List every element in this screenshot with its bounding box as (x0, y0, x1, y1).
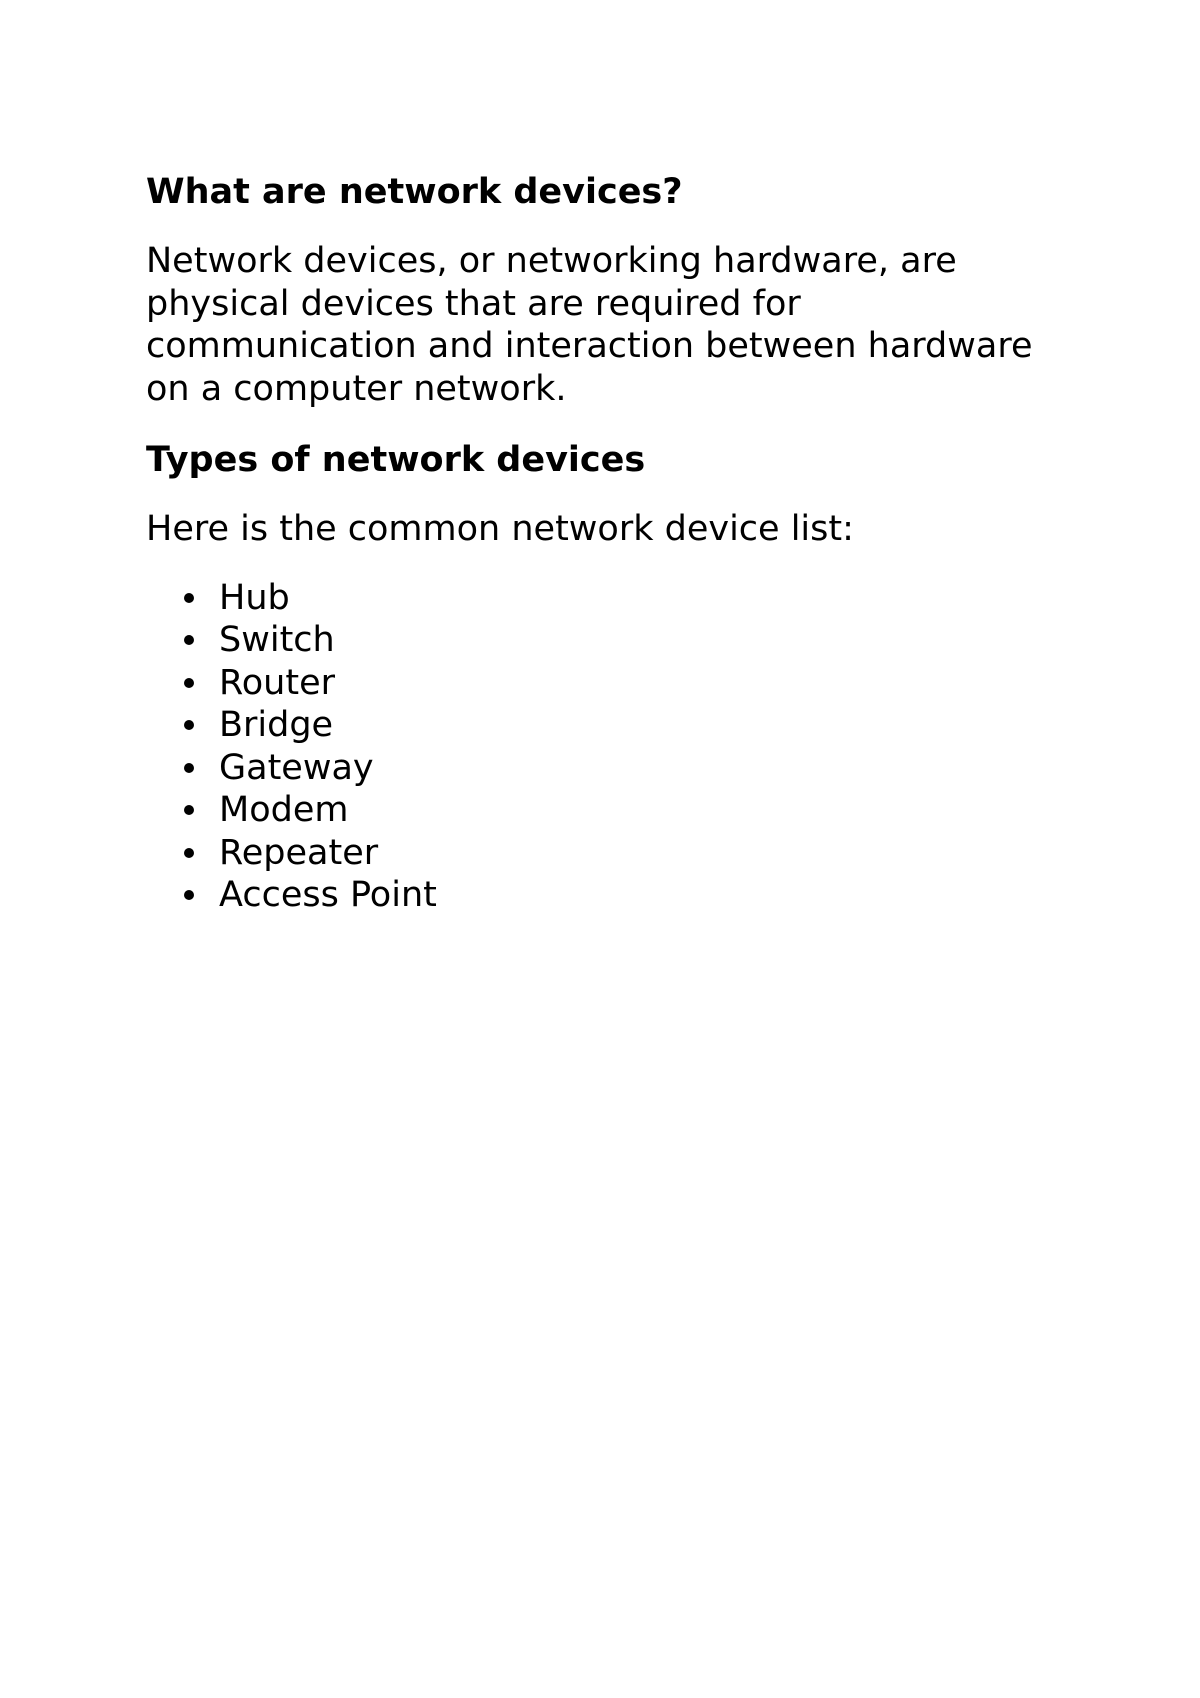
bullet-icon (184, 805, 194, 815)
list-item (146, 789, 1046, 832)
definition-paragraph: Network devices, or networking hardware, are physical devices that are required for communication and interaction between hardware on a computer network. (146, 241, 1033, 409)
list-item-label: Bridge (219, 705, 334, 745)
bullet-icon (184, 635, 194, 645)
list-item-label: Switch (219, 620, 335, 660)
list-item (146, 619, 1046, 662)
list-item-label: Gateway (219, 747, 374, 788)
list-item-label: Access Point (219, 875, 437, 915)
list-intro-paragraph: Here is the common network device list: (146, 509, 854, 549)
list-item (146, 662, 1046, 705)
device-list (146, 577, 1046, 917)
section-heading-types: Types of network devices (146, 440, 646, 480)
list-item-label: Router (219, 662, 335, 703)
list-item (146, 874, 1046, 917)
list-item (146, 832, 1046, 875)
list-item-label: Repeater (219, 832, 379, 873)
bullet-icon (184, 678, 194, 688)
section-heading-what-are-network-devices: What are network devices? (146, 172, 683, 212)
list-item (146, 704, 1046, 747)
list-item (146, 577, 1046, 620)
document-page (146, 170, 1046, 917)
list-item-label: Hub (219, 577, 290, 618)
list-item-label: Modem (219, 790, 349, 830)
bullet-icon (184, 763, 194, 773)
bullet-icon (184, 848, 194, 858)
bullet-icon (184, 890, 194, 900)
list-item (146, 747, 1046, 790)
bullet-icon (184, 720, 194, 730)
bullet-icon (184, 593, 194, 603)
